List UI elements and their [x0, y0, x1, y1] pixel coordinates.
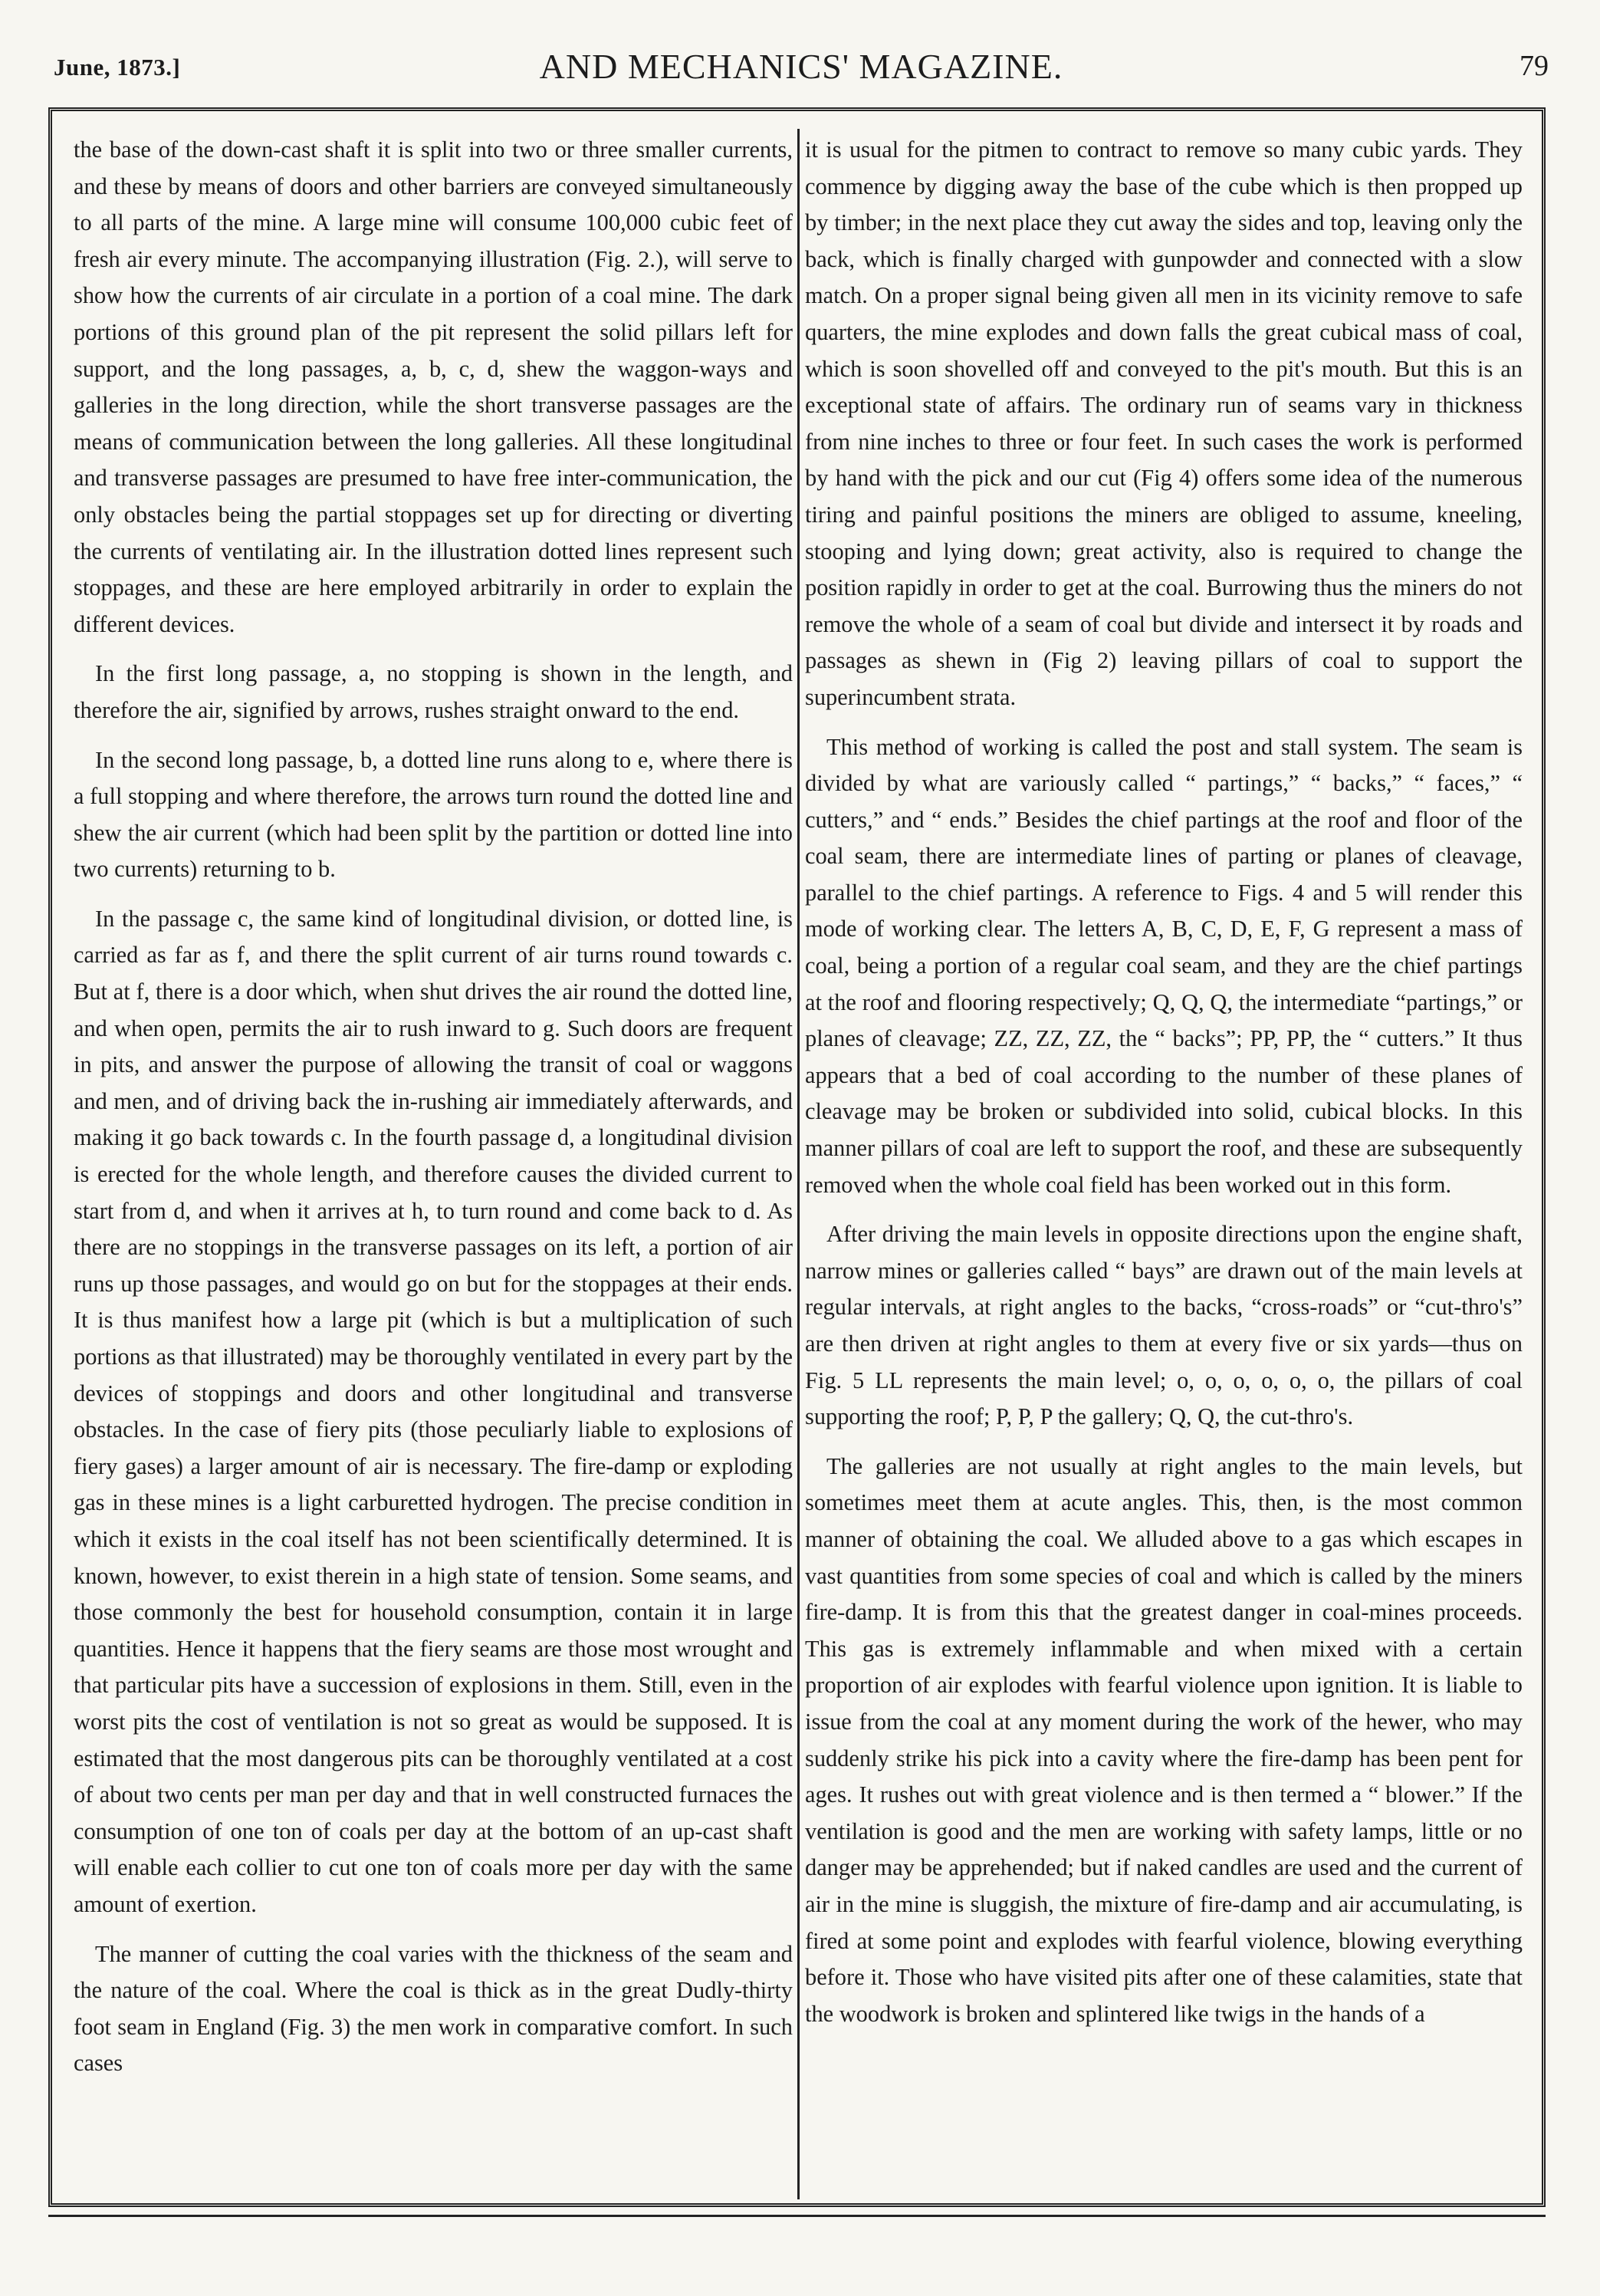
paragraph: the base of the down-cast shaft it is split into two or three smaller currents, and these by means of doors and other barriers are conveyed simultaneously to all parts of the mine. A large mine will consume 100,000 cubic feet of fresh air every minute. The accompanying illustration (Fig. 2.), will serve to show how the currents of air circulate in a portion of a coal mine. The dark portions of this ground plan of the pit represent the solid pillars left for support, and the long passages, a, b, c, d, shew the waggon-ways and galleries in the long direction, while the short transverse passages are the means of communication between the long galleries. All these longitudinal and transverse passages are presumed to have free inter-communication, the only obstacles being the partial stoppages set up for directing or diverting the currents of ventilating air. In the illustration dotted lines represent such stoppages, and these are here employed arbitrarily in order to explain the different devices. — [74, 137, 793, 637]
paragraph: The galleries are not usually at right angles to the main levels, but sometimes meet them at acute angles. This, then, is the most common manner of obtaining the coal. We alluded above to a gas which escapes in vast quantities from some species of coal and which is called by the miners fire-damp. It is from this that the greatest danger in coal-mines proceeds. This gas is extremely inflammable and when mixed with a certain proportion of air explodes with fearful violence upon ignition. It is liable to issue from the coal at any moment during the work of the hewer, who may suddenly strike his pick into a cavity where the fire-damp has been pent for ages. It rushes out with great violence and is then termed a “ blower.” If the ventilation is good and the men are working with safety lamps, little or no danger may be apprehended; but if naked candles are used and the current of air in the mine is sluggish, the mixture of fire-damp and air accumulating, is fired at some point and explodes with fearful violence, blowing everything before it. Those who have visited pits after one of these calamities, state that the woodwork is broken and splintered like twigs in the hands of a — [805, 1452, 1523, 2027]
page-number: 79 — [1520, 50, 1549, 82]
paragraph: This method of working is called the post and stall system. The seam is divided by what are variously called “ partings,” “ backs,” “ faces,” “ cutters,” and “ ends.” Besides the chief partings at the roof and floor of the coal seam, there are intermediate lines of parting or planes of cleavage, parallel to the chief partings. A reference to Figs. 4 and 5 will render this mode of working clear. The letters A, B, C, D, E, F, G represent a mass of coal, being a portion of a regular coal seam, and they are the chief partings at the roof and flooring respectively; Q, Q, Q, the intermediate “partings,” or planes of cleavage; ZZ, ZZ, ZZ, the “ backs”; PP, PP, the “ cutters.” It thus appears that a bed of coal according to the number of these planes of cleavage may be broken or subdivided into solid, cubical blocks. In this manner pillars of coal are left to support the roof, and these are subsequently removed when the whole coal field has been worked out in this form. — [805, 733, 1523, 1198]
paragraph: After driving the main levels in opposite directions upon the engine shaft, narrow mines or galleries called “ bays” are drawn out of the main levels at regular intervals, at right angles to the backs, “cross-roads” or “cut-thro's” are then driven at right angles to them at every five or six yards—thus on Fig. 5 LL represents the main level; o, o, o, o, o, o, the pillars of coal supporting the roof; P, P, P the gallery; Q, Q, the cut-thro's. — [805, 1221, 1523, 1430]
paragraph: it is usual for the pitmen to contract to remove so many cubic yards. They commence by digging away the base of the cube which is then propped up by timber; in the next place they cut away the sides and top, leaving only the back, which is finally charged with gunpowder and connected with a slow match. On a proper signal being given all men in its vicinity remove to safe quarters, the mine explodes and down falls the great cubical mass of coal, which is soon shovelled off and conveyed to the pit's mouth. But this is an exceptional state of affairs. The ordinary run of seams vary in thickness from nine inches to three or four feet. In such cases the work is performed by hand with the pick and our cut (Fig 4) offers some idea of the numerous tiring and painful positions the miners are obliged to assume, kneeling, stooping and lying down; great activity, also is required to change the position rapidly in order to get at the coal. Burrowing thus the miners do not remove the whole of a seam of coal but divide and intersect it by roads and passages as shewn in (Fig 2) leaving pillars of coal to support the superincumbent strata. — [805, 137, 1523, 710]
right-column — [805, 132, 1523, 2187]
magazine-title: AND MECHANICS' MAGAZINE. — [539, 47, 1063, 86]
issue-date: June, 1873.] — [54, 54, 181, 81]
left-column — [74, 132, 793, 2187]
page-header — [54, 46, 1549, 100]
bottom-rule — [48, 2215, 1546, 2217]
paragraph: In the first long passage, a, no stopping is shown in the length, and therefore the air, signified by arrows, rushes straight onward to the end. — [74, 660, 793, 723]
column-divider — [797, 129, 800, 2199]
paragraph: In the passage c, the same kind of longitudinal division, or dotted line, is carried as far as f, and there the split current of air turns round towards c. But at f, there is a door which, when shut drives the air round the dotted line, and when open, permits the air to rush inward to g. Such doors are frequent in pits, and answer the purpose of allowing the transit of coal or waggons and men, and of driving back the in-rushing air immediately afterwards, and making it go back towards c. In the fourth passage d, a longitudinal division is erected for the whole length, and therefore causes the divided current to start from d, and when it arrives at h, to turn round and come back to d. As there are no stoppings in the transverse passages on its left, a portion of air runs up those passages, and would go on but for the stoppages at their ends. It is thus manifest how a large pit (which is but a multiplication of such portions as that illustrated) may be thoroughly ventilated in every part by the devices of stoppings and doors and other longitudinal and transverse obstacles. In the case of fiery pits (those peculiarly liable to explosions of fiery gases) a larger amount of air is necessary. The fire-damp or exploding gas in these mines is a light carburetted hydrogen. The precise condition in which it exists in the coal itself has not been scientifically determined. It is known, however, to exist therein in a high state of tension. Some seams, and those commonly the best for household consumption, contain it in large quantities. Hence it happens that the fiery seams are those most wrought and that particular pits have a succession of explosions in them. Still, even in the worst pits the cost of ventilation is not so great as would be supposed. It is estimated that the most dangerous pits can be thoroughly ventilated at a cost of about two cents per man per day and that in well constructed furnaces the consumption of one ton of coals per day at the bottom of an up-cast shaft will enable each collier to cut one ton of coals more per day with the same amount of exertion. — [74, 905, 793, 1917]
paragraph: In the second long passage, b, a dotted line runs along to e, where there is a full stopping and where therefore, the arrows turn round the dotted line and shew the air current (which had been split by the partition or dotted line into two currents) returning to b. — [74, 746, 793, 883]
paragraph: The manner of cutting the coal varies with the thickness of the seam and the nature of the coal. Where the coal is thick as in the great Dudly-thirty foot seam in England (Fig. 3) the men work in comparative comfort. In such cases — [74, 1940, 793, 2077]
